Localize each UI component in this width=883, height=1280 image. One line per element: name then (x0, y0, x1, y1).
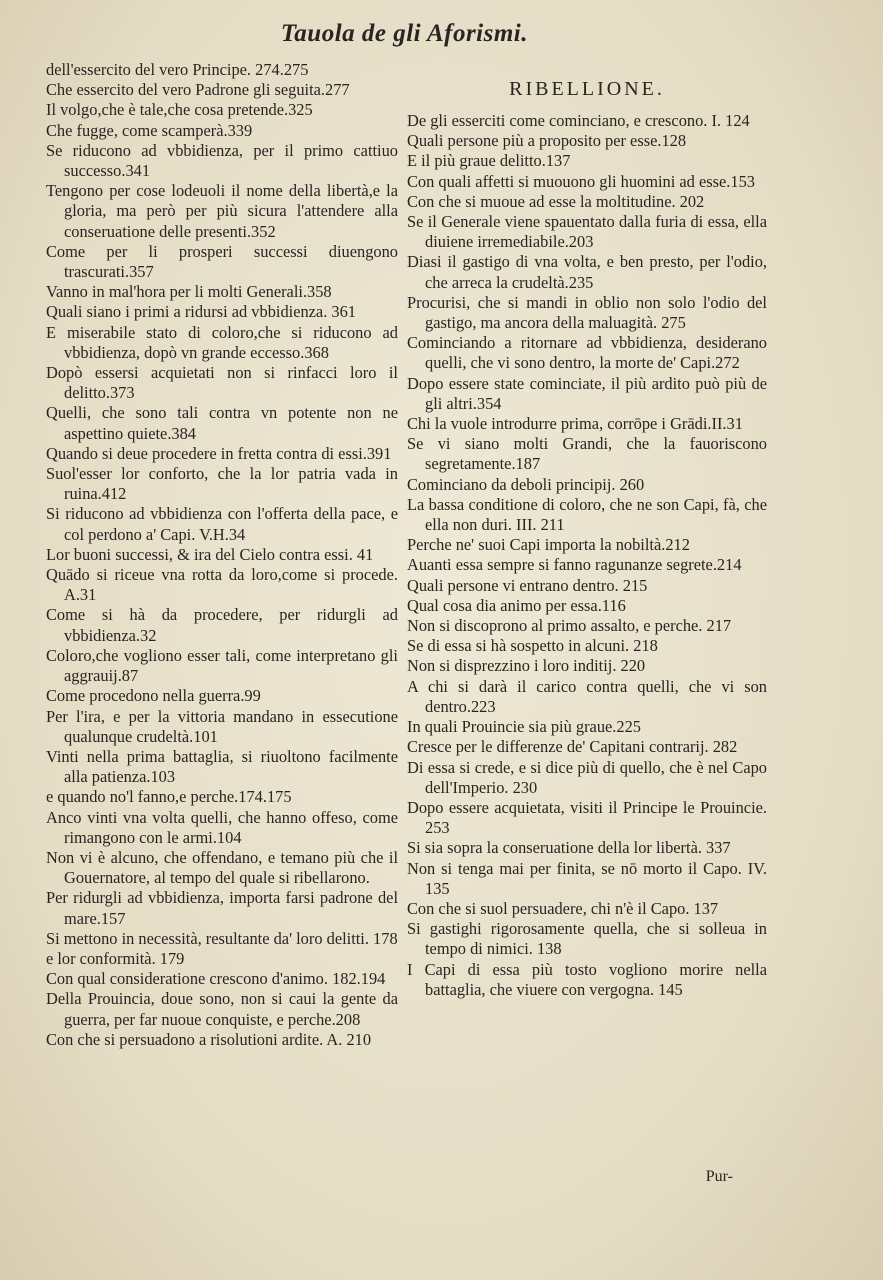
index-entry: Dopo essere state cominciate, il più ardito può più de gli altri.354 (407, 373, 767, 413)
index-entry: Quali persone più a proposito per esse.128 (407, 131, 687, 151)
index-entry: Si sia sopra la conseruatione della lor libertà. 337 (407, 838, 731, 858)
index-entry: Qual cosa dia animo per essa.116 (407, 595, 626, 615)
index-entry: De gli esserciti come cominciano, e crescono. I. 124 (407, 111, 750, 130)
index-entry: In quali Prouincie sia più graue.225 (407, 717, 641, 737)
index-entry: Quali persone vi entrano dentro. 215 (407, 575, 648, 595)
index-entry: Quando si deue procedere in fretta contra di essi.391 (46, 443, 392, 463)
index-entry: Si riducono ad vbbidienza con l'offerta della pace, e col perdono a' Capi. V.H.34 (46, 504, 398, 544)
index-entry: Vanno in mal'hora per li molti Generali.358 (46, 282, 332, 302)
index-entry: Se di essa si hà sospetto in alcuni. 218 (407, 636, 658, 656)
index-entry: Coloro,che vogliono esser tali, come interpretano gli aggrauij.87 (46, 645, 398, 686)
index-entry: A chi si darà il carico contra quelli, che vi son dentro.223 (407, 676, 767, 716)
index-entry: E il più graue delitto.137 (407, 151, 571, 171)
index-entry: E miserabile stato di coloro,che si riducono ad vbbidienza, dopò vn grande eccesso.368 (46, 322, 398, 362)
index-entry: Quelli, che sono tali contra vn potente non ne aspettino quiete.384 (46, 403, 398, 443)
index-entry: Si gastighi rigorosamente quella, che si solleua in tempo di nimici. 138 (407, 919, 767, 959)
index-entry: Procurisi, che si mandi in oblio non solo l'odio del gastigo, ma ancora della maluagità. 275 (407, 292, 767, 333)
index-entry: Come si hà da procedere, per ridurgli ad vbbidienza.32 (46, 605, 398, 645)
index-entry: Non si disprezzino i loro inditij. 220 (407, 656, 646, 676)
index-entry: Per ridurgli ad vbbidienza, importa farsi padrone del mare.157 (46, 888, 398, 928)
index-entry: Della Prouincia, doue sono, non si caui la gente da guerra, per far nuoue conquiste, e perche.208 (46, 989, 398, 1029)
index-entry: Quādo si riceue vna rotta da loro,come si procede. A.31 (46, 565, 398, 605)
index-entry: Con che si muoue ad esse la moltitudine. 202 (407, 191, 705, 211)
right-column-entries (407, 111, 767, 1000)
page-header: Tauola de gli Aforismi. (280, 20, 528, 47)
index-entry: Auanti essa sempre si fanno ragunanze segrete.214 (407, 555, 742, 575)
index-entry: Non si tenga mai per finita, se nō morto il Capo. IV. 135 (407, 858, 767, 898)
section-title: RIBELLIONE. (509, 78, 665, 100)
index-entry: Diasi il gastigo di vna volta, e ben presto, per l'odio, che arreca la crudeltà.235 (407, 252, 767, 292)
index-entry: Cominciando a ritornare ad vbbidienza, desiderano quelli, che vi sono dentro, la morte de' Capi.272 (407, 333, 767, 373)
index-entry: Dopò essersi acquietati non si rinfacci loro il delitto.373 (46, 363, 398, 403)
index-entry: La bassa conditione di coloro, che ne son Capi, fà, che ella non duri. III. 211 (407, 494, 767, 535)
index-entry: Quali siano i primi a ridursi ad vbbidienza. 361 (46, 302, 356, 322)
index-entry: Chi la vuole introdurre prima, corrōpe i Grādi.II.31 (407, 414, 743, 434)
index-entry: dell'essercito del vero Principe. 274.275 (46, 60, 309, 79)
index-entry: Non si discoprono al primo assalto, e perche. 217 (407, 616, 732, 636)
index-entry: Con qual consideratione crescono d'animo. 182.194 (46, 969, 386, 989)
catchword: Pur- (705, 1168, 733, 1185)
index-entry: Lor buoni successi, & ira del Cielo contra essi. 41 (46, 544, 374, 564)
index-entry: Il volgo,che è tale,che cosa pretende.325 (46, 100, 313, 120)
index-entry: Vinti nella prima battaglia, si riuoltono facilmente alla patienza.103 (46, 746, 398, 787)
index-entry: Non vi è alcuno, che offendano, e temano più che il Gouernatore, al tempo del quale si ribellarono. (46, 847, 398, 888)
index-entry: Con che si persuadono a risolutioni ardite. A. 210 (46, 1029, 372, 1049)
index-entry: Che fugge, come scamperà.339 (46, 120, 253, 140)
index-entry: Come procedono nella guerra.99 (46, 686, 261, 706)
index-entry: Dopo essere acquietata, visiti il Principe le Prouincie. 253 (407, 797, 767, 838)
index-entry: Di essa si crede, e si dice più di quello, che è nel Capo dell'Imperio. 230 (407, 757, 767, 797)
index-entry: e lor conformità. 179 (46, 948, 185, 968)
index-entry: Come per li prosperi successi diuengono trascurati.357 (46, 241, 398, 282)
index-entry: I Capi di essa più tosto vogliono morire nella battaglia, che viuere con vergogna. 145 (407, 959, 767, 999)
index-entry: Che essercito del vero Padrone gli seguita.277 (46, 80, 350, 100)
right-column (407, 60, 767, 1000)
index-entry: Per l'ira, e per la vittoria mandano in essecutione qualunque crudeltà.101 (46, 706, 398, 746)
index-entry: Suol'esser lor conforto, che la lor patria vada in ruina.412 (46, 464, 398, 504)
index-entry: Se il Generale viene spauentato dalla furia di essa, ella diuiene irremediabile.203 (407, 212, 767, 252)
left-column (46, 60, 398, 1050)
index-entry: Se vi siano molti Grandi, che la fauoriscono segretamente.187 (407, 434, 767, 474)
index-entry: Tengono per cose lodeuoli il nome della libertà,e la gloria, ma però per più sicura l'attendere alla conseruatione delle presenti.352 (46, 181, 398, 241)
index-entry: Si mettono in necessità, resultante da' loro delitti. 178 (46, 928, 398, 948)
index-entry: Con che si suol persuadere, chi n'è il Capo. 137 (407, 898, 719, 918)
index-entry: Se riducono ad vbbidienza, per il primo cattiuo successo.341 (46, 140, 398, 181)
index-entry: e quando no'l fanno,e perche.174.175 (46, 787, 292, 807)
index-entry: Con quali affetti si muouono gli huomini ad esse.153 (407, 171, 755, 191)
index-entry: Cominciano da deboli principij. 260 (407, 474, 645, 494)
index-entry: Anco vinti vna volta quelli, che hanno offeso, come rimangono con le armi.104 (46, 807, 398, 847)
index-entry: Perche ne' suoi Capi importa la nobiltà.212 (407, 535, 690, 555)
index-entry: Cresce per le differenze de' Capitani contrarij. 282 (407, 737, 738, 757)
